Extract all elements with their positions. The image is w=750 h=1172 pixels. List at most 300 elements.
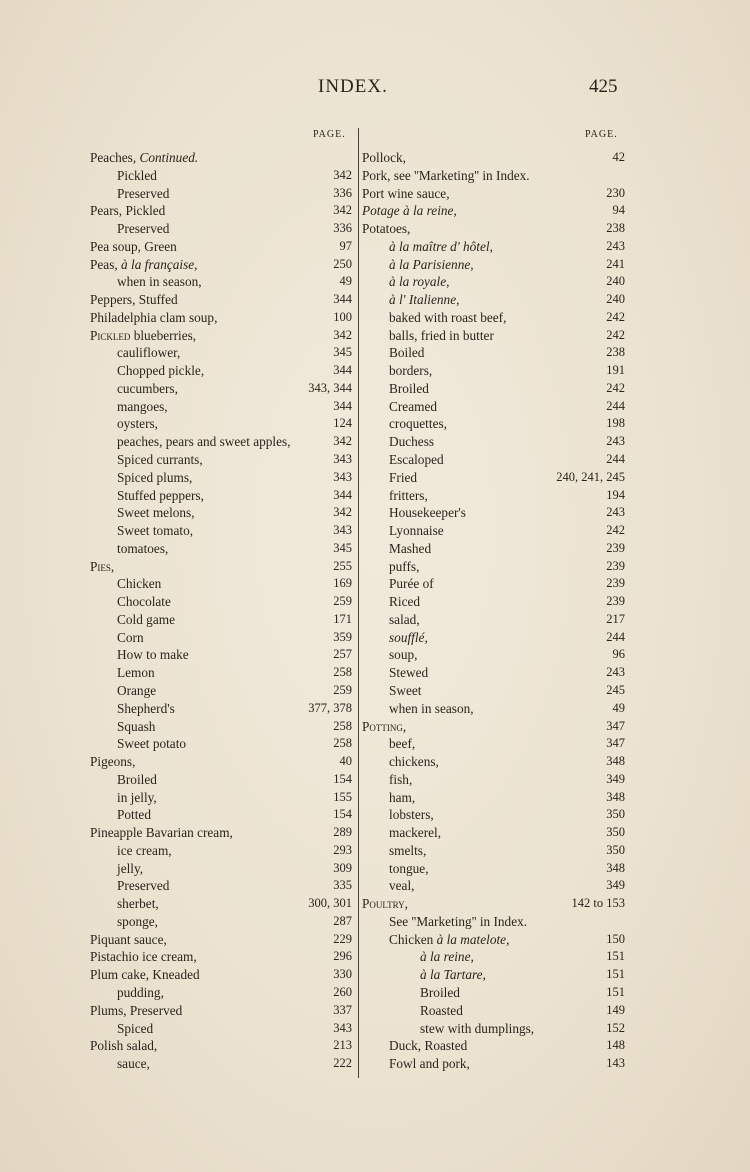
index-entry [90,149,352,167]
entry-page-number: 242 [606,309,625,324]
index-entry [362,753,625,771]
index-entry [362,735,625,753]
index-entry [90,682,352,700]
entry-label-text: cucumbers, [117,380,178,396]
index-entry [90,415,352,433]
entry-label-text: Chocolate [117,594,171,610]
index-entry [90,789,352,807]
entry-label-smallcaps: Potting [362,718,403,734]
index-entry [90,895,352,913]
entry-label-text: Peas, [90,256,122,272]
entry-label-text: Preserved [117,185,170,201]
entry-label-text: Chopped pickle, [117,363,205,379]
entry-page-number: 243 [606,238,625,253]
entry-page-number: 194 [606,487,625,502]
index-entry [90,433,352,451]
index-entry [362,504,625,522]
entry-label-italic: à la reine, [420,949,474,965]
index-entry [362,913,625,931]
entry-label-text: Lyonnaise [389,523,444,539]
entry-page-number: 350 [606,842,625,857]
entry-label-text: when in season, [389,700,474,716]
entry-label-text: Spiced plums, [117,469,193,485]
entry-label [117,273,202,291]
entry-label [90,558,114,576]
index-entry [362,966,625,984]
index-entry [362,824,625,842]
entry-label-italic: Continued. [139,150,199,165]
entry-label-text: Spiced [117,1020,154,1036]
entry-label-text: baked with roast beef, [389,309,507,325]
entry-label [117,220,169,238]
entry-label [389,931,509,949]
entry-label [389,593,420,611]
entry-page-number: 240 [606,292,625,307]
entry-label-text: Pineapple Bavarian cream, [90,825,233,841]
entry-label [90,238,177,256]
entry-page-number: 343 [333,523,352,538]
entry-page-number: 243 [606,434,625,449]
entry-label [90,1002,182,1020]
index-entry [362,344,625,362]
entry-page-number: 350 [606,807,625,822]
entry-page-number: 348 [606,789,625,804]
entry-label [117,522,193,540]
index-entry [362,575,625,593]
entry-label-text: puffs, [389,558,420,574]
index-entry [362,789,625,807]
left-index-column [90,149,352,1073]
entry-label [117,593,171,611]
index-entry [90,291,352,309]
entry-label [117,860,143,878]
entry-page-number: 148 [606,1038,625,1053]
entry-page-number: 255 [333,558,352,573]
entry-label-text: peaches, pears and sweet apples, [117,434,291,450]
entry-label [117,504,195,522]
entry-page-number: 239 [606,576,625,591]
entry-page-number: 49 [339,274,352,289]
entry-label [389,1037,467,1055]
entry-page-number: 142 to 153 [571,896,625,911]
index-entry [90,948,352,966]
entry-page-number: 345 [333,540,352,555]
entry-page-number: 149 [606,1002,625,1017]
index-entry [362,718,625,736]
entry-page-number: 143 [606,1056,625,1071]
entry-label-text: Broiled [389,380,429,396]
entry-label [90,202,165,220]
entry-label [389,558,419,576]
entry-label-text: How to make [117,647,189,663]
entry-page-number: 343 [333,452,352,467]
index-entry [362,149,625,167]
entry-label-text: Sweet melons, [117,505,195,521]
index-entry [90,398,352,416]
entry-page-number: 155 [333,789,352,804]
entry-label-text: Philadelphia clam soup, [90,309,218,325]
running-header [0,76,750,102]
index-entry [90,700,352,718]
entry-label-text: Pea soup, Green [90,238,177,254]
entry-label [420,948,474,966]
entry-label [389,256,474,274]
entry-page-number: 336 [333,221,352,236]
entry-label [90,149,198,167]
index-entry [90,558,352,576]
entry-page-number: 238 [606,221,625,236]
entry-page-number: 349 [606,771,625,786]
index-entry [362,256,625,274]
index-entry [362,1037,625,1055]
entry-page-number: 347 [606,718,625,733]
entry-label-smallcaps: Pies [90,558,111,574]
entry-label [389,504,466,522]
index-entry [90,629,352,647]
entry-label-text: stew with dumplings, [420,1020,535,1036]
entry-label-italic: à l' Italienne, [389,292,460,308]
entry-page-number: 337 [333,1002,352,1017]
entry-label [90,291,178,309]
entry-page-number: 359 [333,629,352,644]
entry-label-text: sauce, [117,1056,150,1072]
entry-label-text: Chicken [117,576,162,592]
entry-page-number: 342 [333,327,352,342]
entry-label [117,771,157,789]
entry-page-number: 257 [333,647,352,662]
entry-label-text: when in season, [117,274,202,290]
entry-page-number: 344 [333,292,352,307]
index-entry [362,398,625,416]
entry-page-number: 348 [606,754,625,769]
index-entry [90,1002,352,1020]
column-divider [358,128,359,1078]
entry-label [117,398,168,416]
entry-label [117,895,159,913]
entry-label-text: fritters, [389,487,428,503]
entry-label [389,291,459,309]
entry-label-text: borders, [389,363,433,379]
entry-page-number: 342 [333,505,352,520]
entry-page-number: 260 [333,984,352,999]
entry-label [117,469,192,487]
entry-label [389,575,434,593]
entry-label [362,718,406,736]
entry-page-number: 243 [606,665,625,680]
index-entry [90,238,352,256]
entry-label [389,806,434,824]
index-entry [362,682,625,700]
entry-label-text: Pistachio ice cream, [90,949,197,965]
entry-label-text: , [110,558,115,574]
index-entry [90,771,352,789]
entry-page-number: 377, 378 [308,700,352,715]
index-entry [362,540,625,558]
entry-label [362,895,408,913]
entry-label-text: soup, [389,647,418,663]
index-entry [90,504,352,522]
entry-label-text: Piquant sauce, [90,931,167,947]
index-entry [362,984,625,1002]
entry-page-number: 289 [333,825,352,840]
entry-label [389,380,429,398]
entry-page-number: 154 [333,807,352,822]
entry-label-text: ice cream, [117,842,172,858]
entry-label-text: in jelly, [117,789,157,805]
index-entry [90,931,352,949]
index-entry [362,309,625,327]
entry-label-text: Potted [117,807,151,823]
entry-page-number: 239 [606,594,625,609]
index-entry [90,735,352,753]
entry-page-number: 287 [333,913,352,928]
entry-label-text: See ''Marketing'' in Index. [389,913,528,929]
index-entry [362,842,625,860]
index-entry [90,1020,352,1038]
entry-label [90,824,233,842]
entry-label [389,877,414,895]
entry-label [117,718,155,736]
index-entry [90,362,352,380]
entry-label [389,273,449,291]
entry-label [117,1020,153,1038]
entry-label [389,646,417,664]
index-entry [90,540,352,558]
index-entry [362,291,625,309]
entry-page-number: 151 [606,949,625,964]
entry-label [117,806,151,824]
index-entry [90,966,352,984]
index-entry [90,273,352,291]
entry-label-text: Pigeons, [90,754,136,770]
entry-label [420,1020,534,1038]
entry-label-text: Duck, Roasted [389,1038,468,1054]
entry-label [117,682,156,700]
index-entry [362,664,625,682]
entry-label-italic: à la royale, [389,274,450,290]
index-entry [90,575,352,593]
entry-page-number: 296 [333,949,352,964]
entry-label-text: tomatoes, [117,540,169,556]
entry-label [117,451,203,469]
entry-label-text: Broiled [117,771,157,787]
entry-label-smallcaps: Pickled [90,327,131,343]
entry-label [389,433,434,451]
entry-label-text: fish, [389,771,413,787]
entry-label-text: Sweet [389,682,422,698]
entry-page-number: 49 [612,700,625,715]
entry-label [117,1055,150,1073]
entry-page-number: 250 [333,256,352,271]
entry-label-text: Purée of [389,576,434,592]
index-entry [90,220,352,238]
entry-label [389,415,447,433]
index-entry [362,860,625,878]
entry-label-text: Housekeeper's [389,505,466,521]
entry-page-number: 240 [606,274,625,289]
entry-label-text: Port wine sauce, [362,185,450,201]
entry-label-text: balls, fried in butter [389,327,494,343]
entry-label [389,1055,470,1073]
entry-page-number: 293 [333,842,352,857]
entry-label [362,185,450,203]
index-entry [362,558,625,576]
entry-label-italic: à la Parisienne, [389,256,474,272]
entry-label [117,700,175,718]
entry-page-number: 213 [333,1038,352,1053]
index-entry [90,1055,352,1073]
entry-page-number: 97 [339,238,352,253]
index-entry [362,877,625,895]
entry-label-text: Chicken [389,931,437,947]
entry-label [389,735,415,753]
entry-label-text: ham, [389,789,416,805]
entry-label-text: Plums, Preserved [90,1002,183,1018]
index-entry [362,948,625,966]
index-entry [90,984,352,1002]
index-entry [90,522,352,540]
entry-page-number: 343, 344 [308,380,352,395]
entry-label-smallcaps: Poultry [362,896,405,912]
entry-label [117,877,169,895]
right-index-column [362,149,625,1073]
entry-label [362,202,457,220]
entry-page-number: 244 [606,452,625,467]
left-column-page-heading: PAGE. [313,129,346,140]
entry-label [420,1002,463,1020]
entry-label [117,629,144,647]
entry-label [389,398,437,416]
page-number: 425 [589,76,618,97]
entry-label [117,415,158,433]
index-entry [362,380,625,398]
index-entry [362,1002,625,1020]
entry-label-italic: soufflé, [389,629,428,645]
entry-label [362,220,410,238]
entry-label-text: Potatoes, [362,221,411,237]
entry-page-number: 242 [606,523,625,538]
index-entry [362,771,625,789]
entry-page-number: 96 [612,647,625,662]
index-entry [90,256,352,274]
entry-label-text: pudding, [117,984,164,1000]
entry-page-number: 151 [606,967,625,982]
index-entry [362,469,625,487]
index-entry [362,629,625,647]
entry-label [90,256,197,274]
entry-label [117,487,204,505]
entry-label-text: sponge, [117,913,158,929]
entry-label-italic: à la française, [121,256,198,272]
entry-page-number: 242 [606,327,625,342]
entry-page-number: 348 [606,860,625,875]
entry-label-text: Preserved [117,878,170,894]
entry-label [389,860,429,878]
entry-page-number: 244 [606,629,625,644]
index-entry [90,202,352,220]
entry-label [90,948,197,966]
right-column-page-heading: PAGE. [585,129,618,140]
entry-label-text: Duchess [389,434,435,450]
entry-label-text: salad, [389,611,420,627]
entry-page-number: 342 [333,434,352,449]
entry-label-text: Shepherd's [117,700,175,716]
index-entry [90,451,352,469]
index-entry [362,185,625,203]
entry-page-number: 258 [333,665,352,680]
entry-label-italic: à la maître d' hôtel, [389,238,493,254]
entry-label [389,753,439,771]
index-entry [90,806,352,824]
entry-label [117,789,157,807]
entry-label-text: Plum cake, Kneaded [90,967,200,983]
index-entry [90,842,352,860]
index-entry [362,593,625,611]
entry-page-number: 259 [333,594,352,609]
index-entry [362,522,625,540]
entry-label [389,451,444,469]
entry-label-text: Peppers, Stuffed [90,292,178,308]
entry-label-text: Polish salad, [90,1038,158,1054]
entry-label-text: blueberries, [130,327,197,343]
entry-page-number: 229 [333,931,352,946]
index-entry [362,700,625,718]
entry-page-number: 154 [333,771,352,786]
index-entry [90,469,352,487]
entry-label [90,327,196,345]
entry-label-text: , [404,896,408,912]
entry-label-text: Pears, Pickled [90,203,166,219]
entry-label [90,931,167,949]
entry-page-number: 343 [333,469,352,484]
entry-label-text: Squash [117,718,156,734]
entry-page-number: 309 [333,860,352,875]
entry-label-text: Fried [389,469,418,485]
index-entry [90,913,352,931]
entry-page-number: 238 [606,345,625,360]
entry-page-number: 330 [333,967,352,982]
entry-page-number: 344 [333,363,352,378]
entry-label [117,984,164,1002]
entry-label-text: Corn [117,629,144,645]
entry-label [389,469,417,487]
entry-page-number: 42 [612,150,625,164]
entry-label [117,362,204,380]
entry-page-number: 242 [606,380,625,395]
entry-label [117,611,175,629]
entry-label-text: sherbet, [117,896,159,912]
entry-page-number: 230 [606,185,625,200]
index-entry [90,327,352,345]
index-entry [362,273,625,291]
entry-label [389,540,431,558]
index-entry [90,646,352,664]
entry-label [389,309,506,327]
entry-label-text: Pollock, [362,150,406,165]
index-entry [362,451,625,469]
entry-label-text: Lemon [117,665,155,681]
entry-label [389,824,441,842]
entry-label-text: Roasted [420,1002,463,1018]
entry-label-text: chickens, [389,754,439,770]
entry-page-number: 349 [606,878,625,893]
entry-label [117,433,291,451]
entry-label [117,185,169,203]
entry-page-number: 240, 241, 245 [556,469,625,484]
entry-label [389,362,432,380]
entry-page-number: 344 [333,487,352,502]
entry-page-number: 198 [606,416,625,431]
